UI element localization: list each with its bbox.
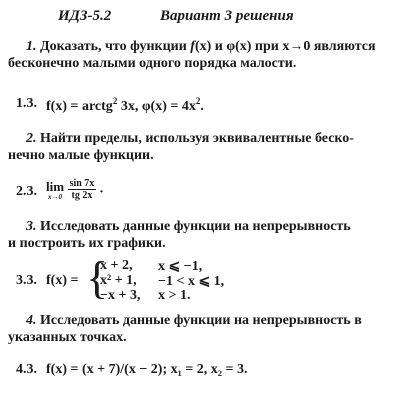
item-2-3-formula	[46, 178, 103, 201]
task-3-line-2: и построить их графики.	[8, 236, 166, 251]
task-4-number: 4.	[26, 313, 37, 328]
task-3	[0, 218, 400, 252]
case-3-cond: x > 1.	[158, 288, 191, 303]
header	[0, 8, 400, 28]
formula-1-part-a: f(x) = arctg	[46, 99, 113, 114]
item-3-3	[0, 252, 400, 306]
task-3-text	[0, 218, 400, 252]
piecewise-lhs: f(x) =	[46, 273, 79, 288]
task-2-line-2: нечно малые функции.	[8, 148, 154, 163]
formula-1-exp-2: 2	[195, 96, 201, 106]
formula-1-exp-1: 2	[112, 96, 118, 106]
assignment-code: ИДЗ-5.2	[58, 8, 112, 24]
task-4	[0, 312, 400, 346]
limit-fraction	[68, 178, 97, 201]
fraction-denominator: tg 2x	[71, 190, 93, 201]
item-4-3-number: 4.3.	[16, 362, 37, 377]
task-3-number: 3.	[26, 219, 37, 234]
task-1-f: f	[190, 39, 195, 54]
item-4-3	[0, 362, 400, 382]
formula-2-end: .	[99, 181, 104, 197]
left-brace-icon: {	[86, 252, 109, 303]
formula-1-part-b: 3x, φ(x) = 4x	[117, 99, 196, 114]
case-3-expr: −x + 3,	[100, 288, 141, 303]
task-1	[0, 38, 400, 72]
task-1-number: 1.	[26, 39, 37, 54]
item-3-3-number: 3.3.	[16, 273, 37, 288]
task-1-line-1b: (x) и φ(x) при x→0 являются	[194, 39, 376, 54]
lim-subscript: x→0	[48, 192, 63, 201]
variant-title: Вариант 3 решения	[160, 8, 294, 24]
case-2-expr: x² + 1,	[100, 273, 137, 288]
task-4-line-1: Исследовать данные функции на непрерывность в	[40, 313, 362, 328]
limit-operator	[46, 179, 64, 201]
item-1-3-formula	[46, 96, 204, 115]
task-3-line-1: Исследовать данные функции на непрерывность	[40, 219, 351, 234]
task-2	[0, 130, 400, 164]
case-1-cond: x ⩽ −1,	[158, 259, 203, 274]
item-4-3-formula: f(x) = (x + 7)/(x − 2); x₁ = 2, x₂ = 3.	[46, 362, 248, 377]
task-2-text	[0, 130, 400, 164]
task-4-text	[0, 312, 400, 346]
item-2-3	[0, 178, 400, 208]
case-2-cond: −1 < x ⩽ 1,	[158, 274, 225, 289]
item-1-3	[0, 96, 400, 116]
fraction-numerator: sin 7x	[69, 178, 95, 189]
task-1-line-2: бесконечно малыми одного порядка малости.	[8, 56, 297, 71]
formula-1-end: .	[200, 99, 204, 114]
task-2-number: 2.	[26, 131, 37, 146]
item-2-3-number: 2.3.	[16, 184, 37, 199]
task-1-text	[0, 38, 400, 72]
case-1-expr: x + 2,	[100, 258, 133, 273]
item-1-3-number: 1.3.	[16, 96, 37, 111]
lim-word: lim	[46, 178, 65, 194]
task-4-line-2: указанных точках.	[8, 330, 127, 345]
task-2-line-1: Найти пределы, используя эквивалентные беско-	[40, 131, 354, 146]
task-1-line-1a: Доказать, что функции	[40, 39, 191, 54]
